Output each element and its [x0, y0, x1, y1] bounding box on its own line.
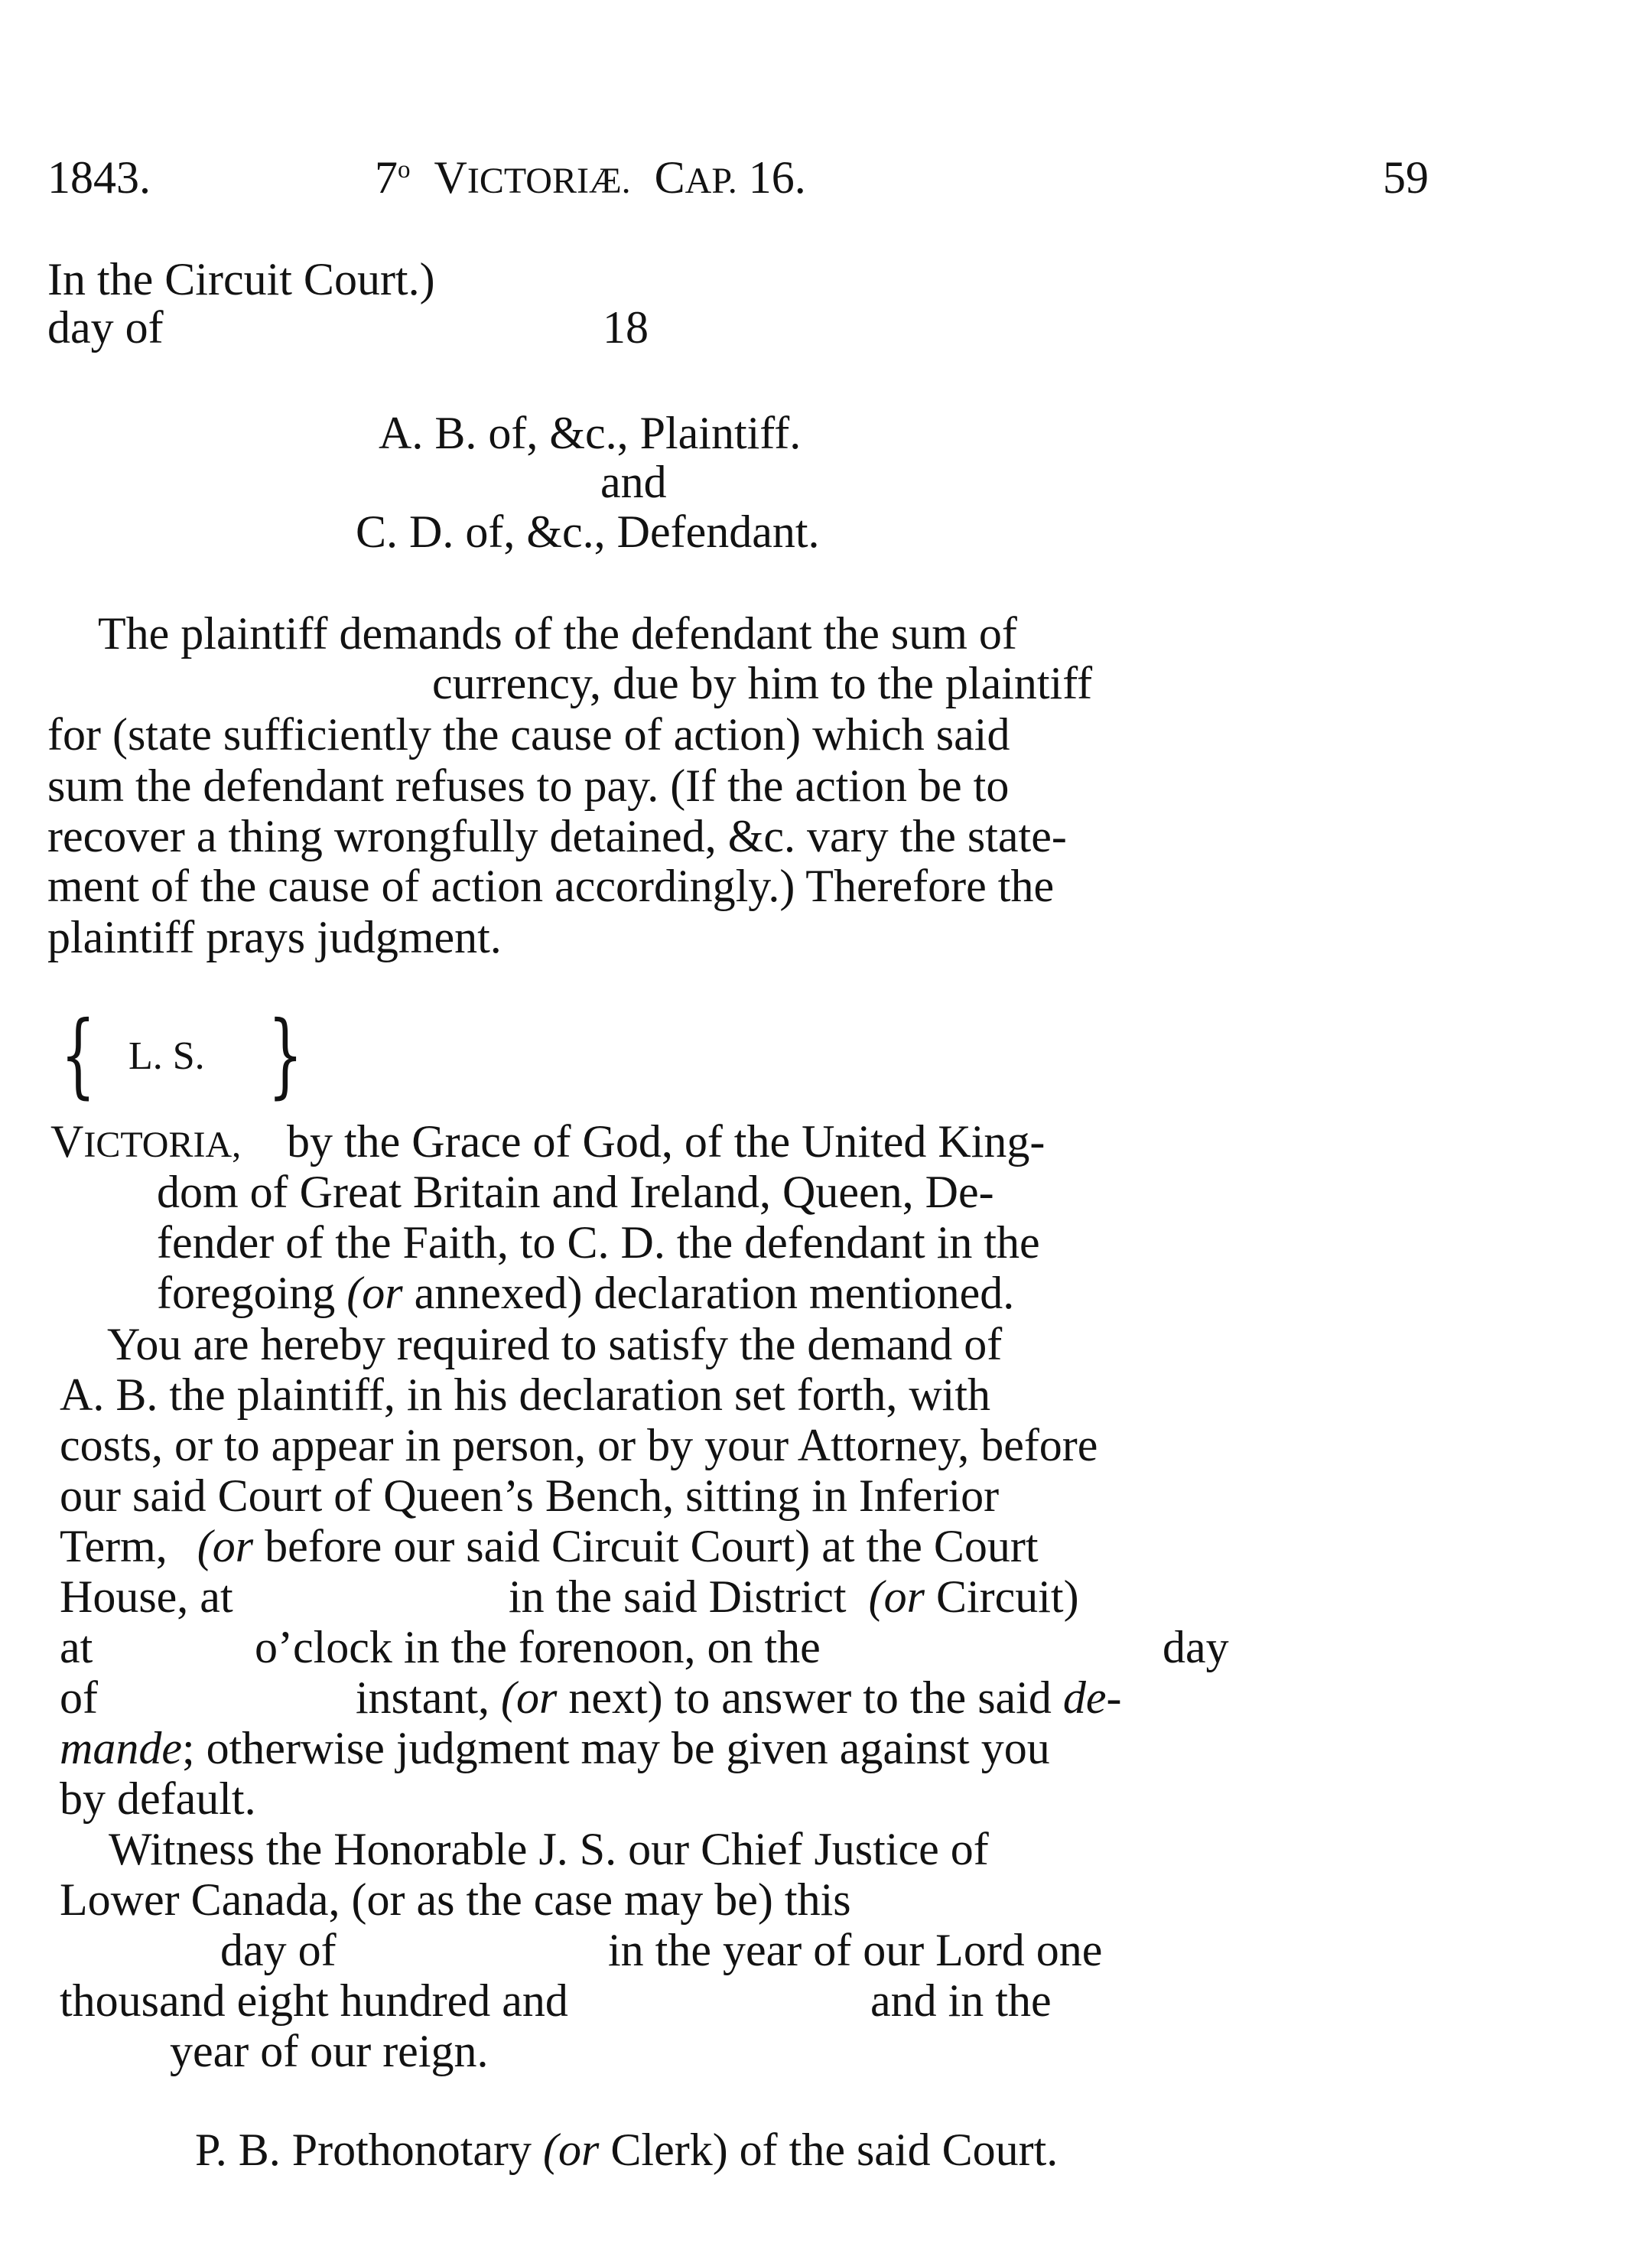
header-year: 1843. [47, 152, 151, 203]
writ-p3-line-4a: thousand eight hundred and [60, 1975, 568, 2026]
writ-line-2: dom of Great Britain and Ireland, Queen, De- [157, 1167, 994, 1217]
writ-line-4-a: foregoing [157, 1268, 336, 1318]
victoria-initial: V [50, 1116, 84, 1167]
signature-name: P. B. Prothonotary [195, 2125, 532, 2175]
victoria-rest: ICTORIA, [83, 1125, 242, 1165]
seal-left-brace: { [60, 1002, 96, 1109]
writ-p2-line-8a: of [60, 1672, 98, 1723]
page-number: 59 [1383, 152, 1429, 203]
header-title-victoriae: ICTORIÆ. [467, 161, 631, 201]
declaration-line-4: sum the defendant refuses to pay. (If the action be to [47, 760, 1010, 811]
writ-p2-line-8-demande: de- [1062, 1672, 1122, 1723]
header-title-chapter: 16. [748, 152, 806, 203]
writ-p2-line-8b [356, 1672, 1122, 1723]
declaration-line-5: recover a thing wrongfully detained, &c. vary the state- [47, 811, 1067, 861]
header-title-number: 7 [375, 152, 398, 203]
writ-line-4-or: (or [346, 1268, 403, 1318]
heading-day-of: day of [47, 302, 164, 353]
writ-p2-line-4: our said Court of Queen’s Bench, sitting in Inferior [60, 1470, 1000, 1521]
writ-p2-line-8-or: (or [501, 1672, 558, 1723]
writ-line-3: fender of the Faith, to C. D. the defendant in the [157, 1217, 1040, 1268]
writ-p2-line-6-b: in the said District [509, 1571, 847, 1622]
declaration-line-2: currency, due by him to the plaintiff [432, 658, 1093, 708]
signature-line [195, 2127, 1058, 2173]
seal-right-brace: } [268, 1002, 304, 1109]
writ-p2-line-9-b: ; otherwise judgment may be given against you [181, 1723, 1050, 1773]
writ-p2-line-9 [60, 1725, 1050, 1771]
signature-or: (or [543, 2125, 600, 2175]
writ-p2-line-2: A. B. the plaintiff, in his declaration set forth, with [60, 1369, 990, 1420]
writ-p2-line-5-c: before our said Circuit Court) at the Court [265, 1521, 1039, 1571]
header-title-v: V [434, 152, 467, 203]
parties-and: and [600, 457, 667, 507]
writ-p2-line-5-or: (or [197, 1521, 254, 1571]
declaration-line-7: plaintiff prays judgment. [47, 912, 502, 962]
writ-line-4-c: annexed) declaration mentioned. [414, 1268, 1015, 1318]
writ-p2-line-7a: at [60, 1622, 93, 1672]
writ-p2-line-7b: o’clock in the forenoon, on the [255, 1622, 821, 1672]
writ-line-1: by the Grace of God, of the United King- [287, 1116, 1046, 1167]
writ-p2-line-8-instant: instant, [356, 1672, 489, 1723]
signature-rest: Clerk) of the said Court. [610, 2125, 1059, 2175]
writ-p3-line-2: Lower Canada, (or as the case may be) this [60, 1874, 851, 1925]
header-title-c: C [654, 152, 685, 203]
writ-p2-line-10: by default. [60, 1773, 256, 1824]
seal-text: L. S. [128, 1034, 205, 1078]
writ-p2-line-7c: day [1163, 1622, 1229, 1672]
writ-p2-line-6-d: Circuit) [935, 1571, 1079, 1622]
writ-p3-line-3b: in the year of our Lord one [608, 1925, 1103, 1975]
writ-p2-line-8-d: next) to answer to the said [568, 1672, 1052, 1723]
header-title-superscript: o [398, 156, 411, 184]
writ-p2-line-9-mande: mande [60, 1723, 182, 1773]
writ-p3-line-5: year of our reign. [170, 2026, 489, 2076]
heading-year-blank: 18 [603, 302, 649, 353]
writ-p2-line-5 [60, 1523, 1039, 1569]
writ-p2-line-6-or: (or [868, 1571, 925, 1622]
court-line: In the Circuit Court.) [47, 254, 435, 304]
header-title-cap: AP. [685, 161, 737, 201]
writ-p3-line-4b: and in the [870, 1975, 1052, 2026]
writ-p2-line-5-a: Term, [60, 1521, 167, 1571]
writ-p3-line-1: Witness the Honorable J. S. our Chief Justice of [109, 1824, 989, 1874]
writ-p2-line-1: You are hereby required to satisfy the demand of [107, 1319, 1003, 1369]
writ-p3-line-3a: day of [220, 1925, 337, 1975]
victoria [50, 1116, 242, 1167]
declaration-text-1: The plaintiff demands of the defendant the sum of [98, 608, 1017, 659]
declaration-line-3: for (state sufficiently the cause of action) which said [47, 709, 1010, 760]
plaintiff-line: A. B. of, &c., Plaintiff. [379, 408, 802, 458]
writ-p2-line-6b [509, 1571, 1079, 1622]
declaration-line-6: ment of the cause of action accordingly.) Therefore the [47, 861, 1055, 911]
declaration-line-1 [98, 608, 1228, 659]
writ-p2-line-3: costs, or to appear in person, or by your Attorney, before [60, 1420, 1098, 1470]
writ-p2-line-6a: House, at [60, 1571, 233, 1622]
header-title [375, 152, 806, 203]
writ-line-4 [157, 1270, 1014, 1316]
defendant-line: C. D. of, &c., Defendant. [356, 506, 820, 557]
